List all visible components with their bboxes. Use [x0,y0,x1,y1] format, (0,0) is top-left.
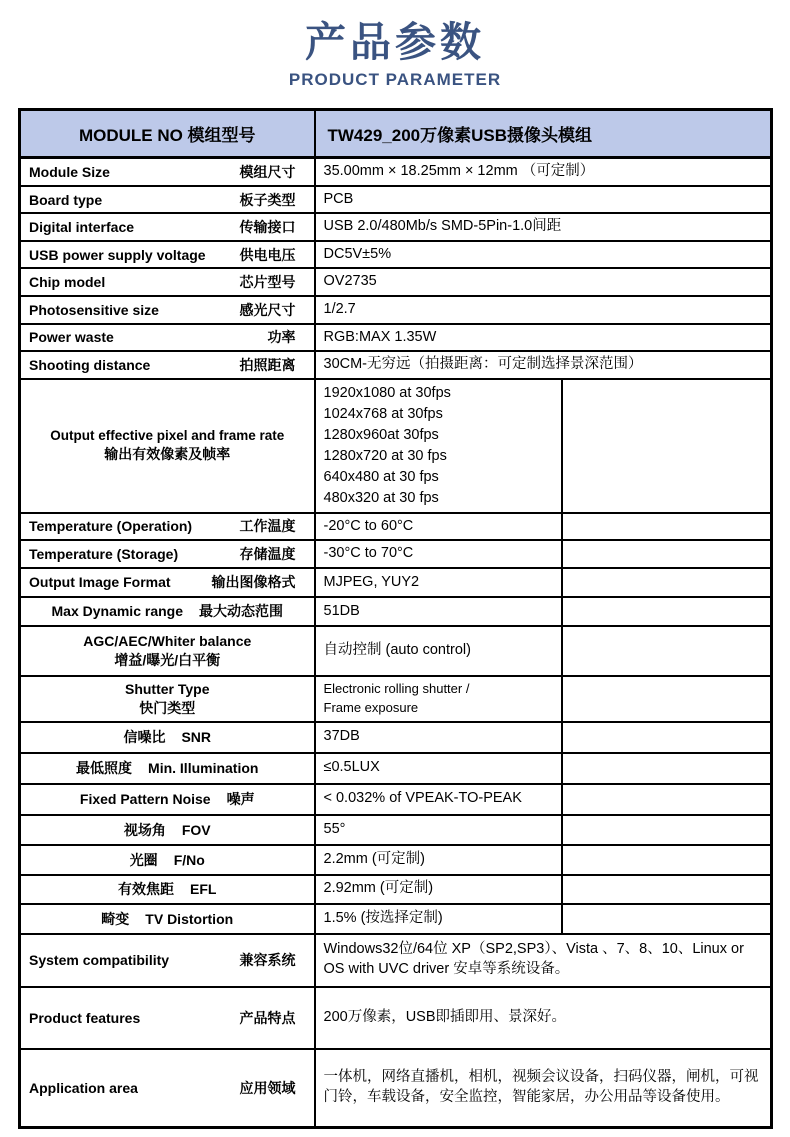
table-row [20,845,772,875]
row-label-zh: 应用领域 [239,1079,296,1096]
row-label-zh: 产品特点 [239,1009,296,1026]
row-label-zh: 模组尺寸 [239,163,296,180]
table-header-row [20,110,772,158]
row-label [20,324,315,352]
table-row [20,351,772,379]
row-label-en: USB power supply voltage [29,246,206,263]
table-row [20,676,772,722]
row-label-en: Power waste [29,329,114,346]
page-header [0,0,790,90]
empty-cell [562,722,772,753]
row-label [20,1049,315,1128]
row-label-en: Fixed Pattern Noise [79,791,211,807]
row-value: ≤0.5LUX [315,753,562,784]
row-value: -30°C to 70°C [315,540,562,568]
table-row [20,513,772,541]
row-label-en: Temperature (Operation) [29,518,193,535]
row-label-zh: 功率 [267,329,296,346]
row-value: 200万像素，USB即插即用、景深好。 [315,987,772,1049]
row-label-zh: 畸变 [101,910,130,927]
empty-cell [562,513,772,541]
row-value: 30CM-无穷远（拍摄距离：可定制选择景深范围） [315,351,772,379]
resolution-line: 1280x720 at 30 fps [323,447,447,464]
row-label-zh: 感光尺寸 [239,301,296,318]
empty-cell [562,676,772,722]
table-row [20,626,772,676]
row-value: 55° [315,815,562,845]
row-value: < 0.032% of VPEAK-TO-PEAK [315,784,562,815]
row-label-zh: 输出图像格式 [211,574,296,591]
row-label-en: Photosensitive size [29,301,159,318]
row-value: OV2735 [315,268,772,296]
empty-cell [562,784,772,815]
table-row [20,296,772,324]
empty-cell [562,597,772,626]
empty-cell [562,875,772,904]
row-label [20,241,315,269]
row-label-en: System compatibility [29,952,170,968]
empty-cell [562,568,772,597]
row-label-zh: 兼容系统 [239,952,296,968]
row-label-zh: 芯片型号 [239,274,296,291]
row-label-en: Max Dynamic range [51,603,183,620]
empty-cell [562,904,772,934]
resolution-line: 480x320 at 30 fps [323,489,439,506]
table-row [20,186,772,214]
row-label [20,934,315,987]
resolution-line: 1024x768 at 30fps [323,405,443,422]
table-row [20,241,772,269]
row-label-en: FOV [181,821,211,838]
row-label-zh: 输出有效像素及帧率 [104,446,231,463]
empty-cell [562,626,772,676]
row-label-en: Chip model [29,274,106,291]
product-parameter-table [18,108,773,1129]
table-row [20,324,772,352]
empty-cell [562,379,772,513]
table-row [20,540,772,568]
row-label-zh: 工作温度 [239,518,296,535]
row-label [20,158,315,186]
row-label [20,845,315,875]
row-label-en: Shooting distance [29,356,151,373]
row-label [20,513,315,541]
row-label-en: Module Size [29,163,110,180]
module-no-header: MODULE NO 模组型号 [20,110,315,158]
row-label [20,815,315,845]
row-label-zh: 最大动态范围 [199,603,283,620]
row-value: 2.92mm (可定制) [315,875,562,904]
row-label-zh: 有效焦距 [118,881,175,897]
row-value: 1.5% (按选择定制) [315,904,562,934]
table-row [20,815,772,845]
table-row [20,753,772,784]
table-row [20,379,772,513]
row-value: 51DB [315,597,562,626]
table-row [20,213,772,241]
page-title: 产品参数 [305,19,485,65]
row-label-en: Product features [29,1009,141,1026]
table-row [20,1049,772,1128]
row-value: 1/2.7 [315,296,772,324]
row-value: -20°C to 60°C [315,513,562,541]
row-value [315,676,562,722]
row-label-zh: 噪声 [226,791,255,807]
row-label-en: SNR [181,729,212,745]
row-label-zh: 传输接口 [239,219,296,236]
row-label [20,268,315,296]
row-label-en: F/No [173,851,205,868]
row-label [20,379,315,513]
row-value: RGB:MAX 1.35W [315,324,772,352]
row-label-en: Output Image Format [29,574,171,591]
row-label-en: Min. Illumination [148,760,259,776]
row-label-en: AGC/AEC/Whiter balance [83,632,252,649]
table-row [20,784,772,815]
row-label-zh: 信噪比 [123,729,166,745]
row-label [20,351,315,379]
row-label [20,597,315,626]
row-label [20,904,315,934]
empty-cell [562,540,772,568]
row-label [20,626,315,676]
row-label-en: Shutter Type [124,680,210,697]
row-label [20,875,315,904]
row-label-zh: 增益/曝光/白平衡 [114,651,221,668]
row-value: 自动控制 (auto control) [315,626,562,676]
row-value: 一体机，网络直播机，相机，视频会议设备，扫码仪器，闸机，可视门铃，车载设备，安全监控，智能家居，办公用品等设备使用。 [315,1049,772,1128]
table-row [20,904,772,934]
row-value: Windows32位/64位 XP（SP2,SP3）、Vista 、7、8、10、Linux or OS with UVC driver 安卓等系统设备。 [315,934,772,987]
row-value: MJPEG, YUY2 [315,568,562,597]
row-label [20,753,315,784]
row-label-zh: 供电电压 [239,246,296,263]
table-row [20,934,772,987]
shutter-line: Frame exposure [323,699,419,715]
row-value: 2.2mm (可定制) [315,845,562,875]
row-label [20,568,315,597]
row-label-en: Output effective pixel and frame rate [50,428,285,444]
row-label [20,213,315,241]
resolution-line: 1280x960at 30fps [323,426,439,443]
table-row [20,987,772,1049]
row-label-zh: 拍照距离 [239,356,296,373]
row-label-en: Application area [29,1079,138,1096]
resolution-line: 1920x1080 at 30fps [323,384,451,401]
empty-cell [562,845,772,875]
row-value: 37DB [315,722,562,753]
row-label-zh: 最低照度 [76,760,133,776]
empty-cell [562,753,772,784]
row-label [20,540,315,568]
table-row [20,568,772,597]
row-value: DC5V±5% [315,241,772,269]
row-value: USB 2.0/480Mb/s SMD-5Pin-1.0间距 [315,213,772,241]
resolution-line: 640x480 at 30 fps [323,468,439,485]
table-row [20,268,772,296]
table-row [20,875,772,904]
row-label-zh: 存储温度 [239,546,296,563]
row-label-en: Temperature (Storage) [29,546,179,563]
row-label-en: TV Distortion [145,910,234,927]
row-label-zh: 快门类型 [139,699,196,716]
row-value: PCB [315,186,772,214]
row-label [20,296,315,324]
row-label-en: EFL [190,881,217,897]
table-row [20,158,772,186]
row-label-zh: 光圈 [129,851,158,868]
row-label [20,784,315,815]
empty-cell [562,815,772,845]
table-row [20,722,772,753]
row-label-en: Digital interface [29,219,135,236]
row-label-zh: 板子类型 [239,191,296,208]
row-label [20,987,315,1049]
row-value: 35.00mm × 18.25mm × 12mm （可定制） [315,158,772,186]
row-label [20,722,315,753]
page-subtitle: PRODUCT PARAMETER [288,70,502,90]
row-label [20,676,315,722]
row-value [315,379,562,513]
row-label-zh: 视场角 [123,821,166,838]
module-model-header: TW429_200万像素USB摄像头模组 [315,110,772,158]
row-label-en: Board type [29,191,103,208]
row-label [20,186,315,214]
shutter-line: Electronic rolling shutter / [323,680,470,696]
table-row [20,597,772,626]
